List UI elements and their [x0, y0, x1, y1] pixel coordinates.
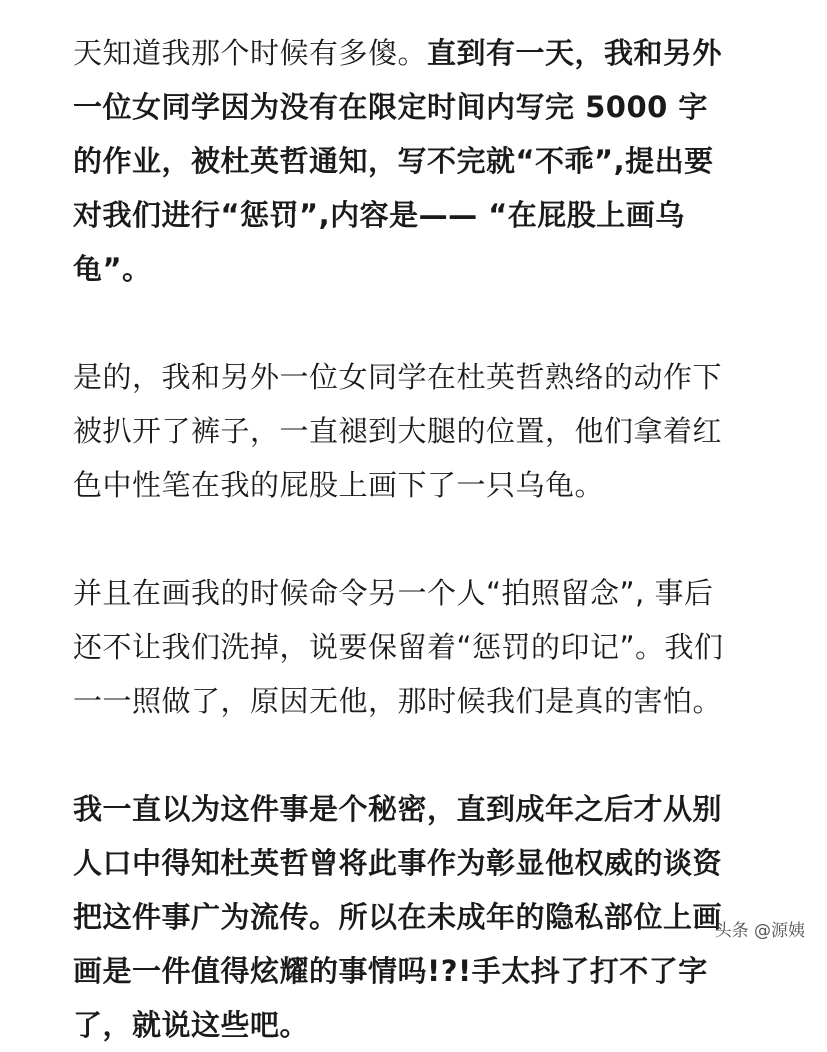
paragraph-gap — [73, 296, 773, 350]
text-line — [73, 782, 773, 836]
text-segment: 还不让我们洗掉，说要保留着“惩罚的印记”。我们 — [73, 630, 724, 664]
paragraph-gap — [73, 512, 773, 566]
text-segment: 了，就说这些吧。 — [73, 1008, 310, 1042]
paragraph-3 — [73, 566, 773, 728]
text-segment: 并且在画我的时候命令另一个人“拍照留念”, 事后 — [73, 576, 714, 610]
text-segment: 对我们进行“惩罚”,内容是—— “在屁股上画乌 — [73, 198, 685, 232]
text-segment: 一一照做了，原因无他，那时候我们是真的害怕。 — [73, 684, 723, 718]
text-line — [73, 836, 773, 890]
text-segment: 直到有一天，我和另外 — [427, 36, 723, 70]
text-segment: 画是一件值得炫耀的事情吗!?!手太抖了打不了字 — [73, 954, 708, 988]
paragraph-gap — [73, 728, 773, 782]
text-line — [73, 242, 773, 296]
text-line — [73, 944, 773, 998]
text-segment: 被扒开了裤子，一直褪到大腿的位置，他们拿着红 — [73, 414, 723, 448]
text-line — [73, 404, 773, 458]
text-line — [73, 134, 773, 188]
text-segment: 色中性笔在我的屁股上画下了一只乌龟。 — [73, 468, 605, 502]
paragraph-2 — [73, 350, 773, 512]
article-body — [73, 26, 773, 1052]
text-segment: 龟”。 — [73, 252, 152, 286]
text-line — [73, 674, 773, 728]
text-segment: 天知道我那个时候有多傻。 — [73, 36, 428, 70]
text-line — [73, 26, 773, 80]
watermark: 头条 @源姨 — [714, 921, 805, 941]
text-line — [73, 890, 773, 944]
text-line — [73, 458, 773, 512]
text-line — [73, 998, 773, 1052]
text-segment: 我一直以为这件事是个秘密，直到成年之后才从别 — [73, 792, 723, 826]
text-segment: 一位女同学因为没有在限定时间内写完 5000 字 — [73, 90, 708, 124]
text-line — [73, 80, 773, 134]
text-line — [73, 566, 773, 620]
text-segment: 人口中得知杜英哲曾将此事作为彰显他权威的谈资 — [73, 846, 723, 880]
text-segment: 的作业，被杜英哲通知，写不完就“不乖”,提出要 — [73, 144, 714, 178]
paragraph-4 — [73, 782, 773, 1052]
text-line — [73, 188, 773, 242]
text-line — [73, 620, 773, 674]
paragraph-1 — [73, 26, 773, 296]
text-segment: 把这件事广为流传。所以在未成年的隐私部位上画 — [73, 900, 723, 934]
text-segment: 是的，我和另外一位女同学在杜英哲熟络的动作下 — [73, 360, 723, 394]
text-line — [73, 350, 773, 404]
